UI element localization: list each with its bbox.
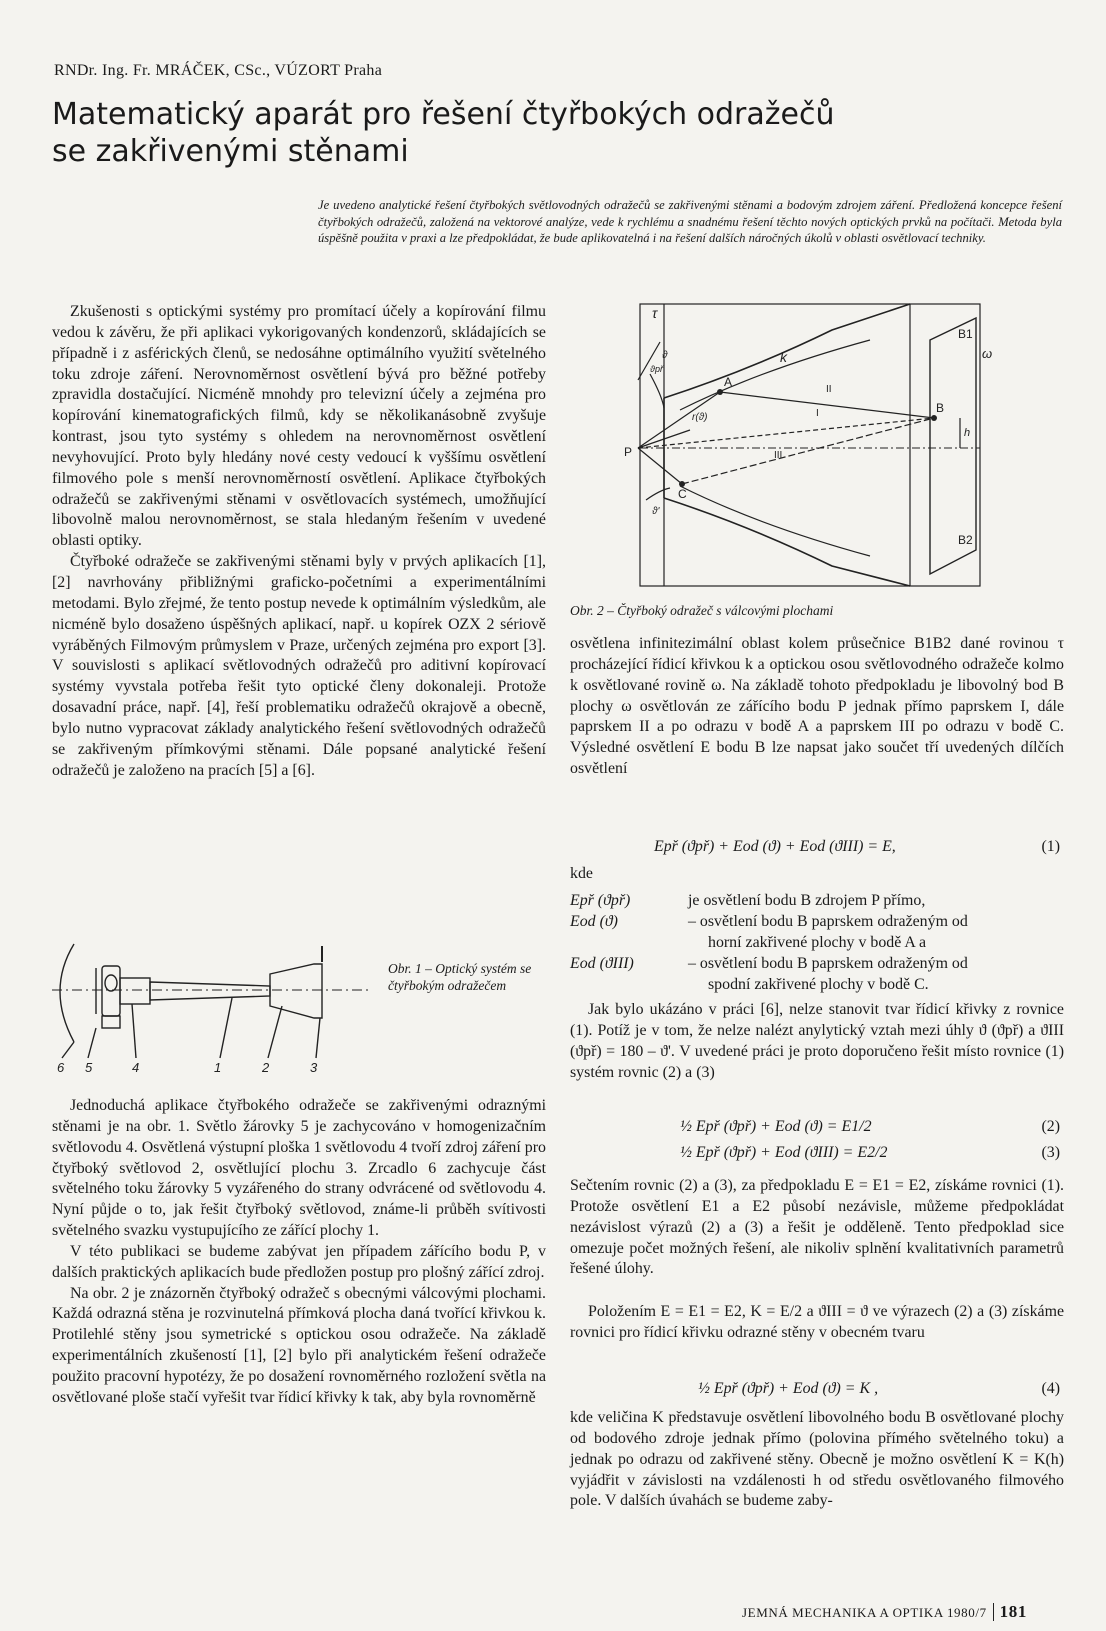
left-paragraph-3: Jednoduchá aplikace čtyřbokého odražeče se zakřivenými odraznými stěnami je na obr. 1. Světlo žárovky 5 je zachycováno v homogenizačním světlovodu 4. Osvětlená výstupní ploška 1 světlovodu 4 tvoří zdroj záření pro čtyřboký světlovod 2, osvětlující plochu 3. Zrcadlo 6 zachycuje část světelného toku žárovky 5 vyzářeného do strany odvrácené od světlovodu 4. Nyní půjde o to, jak řešit čtyřboký světlovod, známe-li průběh svítivosti světelného svazku vystupujícího ze zářící plochy 1. [52,1097,546,1240]
fig1-label-2: 2 [262,1060,270,1075]
journal-name: JEMNÁ MECHANIKA A OPTIKA 1980/7 [742,1605,987,1620]
equation-4-number: (4) [1041,1380,1060,1397]
fig2-label-theta-pr: ϑpř [650,364,663,374]
fig1-label-1: 1 [214,1060,222,1075]
definition-desc: horní zakřivené plochy v bodě A a [708,934,926,951]
definition-row [570,974,1064,995]
fig2-label-tau: τ [652,305,658,321]
fig2-label-r-theta: r(ϑ) [692,412,708,423]
fig1-label-6: 6 [57,1060,65,1075]
left-paragraph-2: Čtyřboké odražeče se zakřivenými stěnami byly v prvých aplikacích [1], [2] navrhovány přibližnými graficko-početními a experimentálními metodami. Bylo zřejmé, že tento postup nevede k optimálním výsledkům, ale nicméně bylo dosaženo úspěšných aplikací, např. u kopírek OZX 2 sériově vyráběných Filmovým průmyslem v Praze, určených zejména pro export [3]. V souvislosti s aplikací světlovodných odražečů pro aditivní kopírovací systémy vyvstala potřeba řešit tyto optické členy dokonaleji. Protože dosavadní práce, např. [4], řeší problematiku odražečů okrajově a obecně, bylo nutno vypracovat základy analytického řešení světlovodných odražečů se zakřiveným přímkovými stěnami. Dále popsané analytické řešení odražečů je založeno na pracích [5] a [6]. [52,553,546,779]
equation-3-number: (3) [1041,1144,1060,1161]
figure-1-optical-system [52,938,382,1090]
author-line: RNDr. Ing. Fr. MRÁČEK, CSc., VÚZORT Praha [54,62,383,79]
definition-term: Eod (ϑIII) [570,955,634,972]
figure-1-caption: Obr. 1 – Optický systém se čtyřbokým odražečem [388,961,532,993]
definition-row [570,890,1064,911]
abstract: Je uvedeno analytické řešení čtyřbokých světlovodných odražečů se zakřivenými stěnami a bodovým zdrojem záření. Předložená koncepce řešení čtyřbokých odražečů, založená na vektorové analýze, vede k rychlému a snadnému řešení těchto nových optických prvků na počítači. Metoda byla úspěšně použita v praxi a lze předpokládat, že bude aplikovatelná i na řešení dalších náročných úkolů v oblasti osvětlovací techniky. [318,198,1062,246]
fig2-label-omega: ω [982,346,993,361]
fig2-label-P: P [624,445,633,459]
equation-4 [570,1378,1064,1400]
equation-4-expression: ½ Epř (ϑpř) + Eod (ϑ) = K , [698,1380,879,1397]
definition-term: Eod (ϑ) [570,913,618,930]
definition-desc: spodní zakřivené plochy v bodě C. [708,976,929,993]
equation-1-expression: Epř (ϑpř) + Eod (ϑ) + Eod (ϑIII) = E, [654,838,896,855]
fig2-label-theta-prime: ϑ' [652,506,660,517]
fig1-label-3: 3 [310,1060,318,1075]
definition-desc: – osvětlení bodu B paprskem odraženým od [688,913,968,930]
article-title [52,96,1052,170]
fig1-label-4: 4 [132,1060,140,1075]
fig2-label-A: A [724,375,733,389]
definition-desc: je osvětlení bodu B zdrojem P přímo, [688,892,926,909]
fig2-label-B: B [936,401,945,415]
equation-2 [570,1116,1064,1138]
equation-3-expression: ½ Epř (ϑpř) + Eod (ϑIII) = E2/2 [680,1144,888,1161]
right-paragraph-1: osvětlena infinitezimální oblast kolem průsečnice B1B2 dané rovinou τ procházející řídicí křivkou k a optickou osou světlovodného odražeče kolmo k osvětlované rovině ω. Na základě tohoto předpokladu je libovolný bod B plochy ω osvětlován ze zářícího bodu P jednak přímo paprskem I, dále paprskem II a po odrazu v bodě A a paprskem III po odrazu v bodě C. Výsledné osvětlení E bodu B lze napsat jako součet tří uvedených dílčích osvětlení [570,635,1064,778]
definitions-list [570,890,1064,995]
kde-label: kde [570,865,593,882]
fig2-label-C: C [678,487,687,501]
right-paragraph-5: kde veličina K představuje osvětlení libovolného bodu B osvětlované plochy od bodového zdroje jednak přímo (polovina přímého světelného toku) a jednak po odrazu od zakřivené stěny. Obecně je možno osvětlení K = K(h) vyjádřit v závislosti na vzdálenosti h od středu osvětlovaného filmového pole. V dalších úvahách se budeme zaby- [570,1409,1064,1510]
equation-1-number: (1) [1041,838,1060,855]
fig2-label-ray-I: I [816,408,819,419]
equation-2-number: (2) [1041,1118,1060,1135]
fig2-label-h: h [964,427,971,439]
definition-row [570,953,1064,974]
fig2-label-B1: B1 [958,327,973,341]
page-number: 181 [999,1602,1027,1621]
left-column-top [52,302,546,781]
figure-2-reflector-diagram [620,300,993,592]
fig2-label-theta: ϑ [662,350,668,361]
page-footer [742,1602,1062,1622]
equation-1 [570,836,1064,858]
fig2-label-ray-III: III [774,450,783,461]
fig2-label-B2: B2 [958,533,973,547]
definition-term: Epř (ϑpř) [570,892,631,909]
definition-row [570,911,1064,932]
figure-2-caption: Obr. 2 – Čtyřboký odražeč s válcovými plochami [570,603,834,618]
title-line-2: se zakřivenými stěnami [52,134,409,169]
left-paragraph-4: V této publikaci se budeme zabývat jen případem zářícího bodu P, v dalších praktických aplikacích bude předložen postup pro plošný zářící zdroj. [52,1242,546,1281]
fig1-label-5: 5 [85,1060,93,1075]
title-line-1: Matematický aparát pro řešení čtyřbokých odražečů [52,97,835,132]
fig2-label-ray-II: II [826,384,832,395]
definition-desc: – osvětlení bodu B paprskem odraženým od [688,955,968,972]
left-paragraph-1: Zkušenosti s optickými systémy pro promítací účely a kopírování filmu vedou k závěru, že při aplikaci vykorigovaných kondenzorů, skládajících se případně i z asférických členů, se nedosáhne optimálního využití světelného toku zdroje záření. Nerovnoměrnost osvětlení bývá pro běžné potřeby zpravidla dostačující. Nicméně mnohdy pro televizní účely a zejména pro kopírování kinematografických filmů, kdy se několikanásobně zvyšuje kontrast, jsou tyto systémy s ohledem na nerovnoměrnost osvětlení nevyhovující. Proto byly hledány nové cesty vedoucí k vyššímu osvětlení filmového pole s menší nerovnoměrností osvětlení. Aplikace čtyřbokých odražečů se zakřivenými stěnami v osvětlovacích systémech, umožňující libovolně malou nerovnoměrnost, se stala hledaným řešením v uvedené oblasti optiky. [52,303,546,550]
right-paragraph-3: Sečtením rovnic (2) a (3), za předpokladu E = E1 = E2, získáme rovnici (1). Protože osvětlení E1 a E2 působí nezávisle, můžeme předpokládat nezávislost výrazů (2) a (3) a řešit je odděleně. Tento předpoklad sice omezuje počet možných řešení, ale nikoliv splnění kvalitativních parametrů řešené úlohy. [570,1177,1064,1278]
right-paragraph-4: Položením E = E1 = E2, K = E/2 a ϑIII = ϑ ve výrazech (2) a (3) získáme rovnici pro řídicí křivku odrazné stěny v obecném tvaru [570,1303,1064,1341]
footer-separator [993,1603,994,1621]
left-paragraph-5: Na obr. 2 je znázorněn čtyřboký odražeč s obecnými válcovými plochami. Každá odrazná stěna je rozvinutelná přímková plocha daná tvořící křivkou k. Protilehlé stěny jsou symetrické s optickou osou odražeče. Na základě experimentálních zkušeností [1], [2] bylo při analytickém řešení odražeče použito pracovní hypotézy, že po dosažení rovnoměrného rozložení světla na osvětlované ploše stačí vyřešit tvar řídicí křivky k tak, aby byla rovnoměrně [52,1284,546,1406]
right-paragraph-2: Jak bylo ukázáno v práci [6], nelze stanovit tvar řídicí křivky z rovnice (1). Potíž je v tom, že nelze nalézt anylytický vztah mezi úhly ϑ (ϑpř) a ϑIII (ϑpř) = 180 – ϑ'. V uvedené práci je proto doporučeno řešit místo rovnice (1) systém rovnic (2) a (3) [570,1001,1064,1081]
equation-2-expression: ½ Epř (ϑpř) + Eod (ϑ) = E1/2 [680,1118,872,1135]
equation-3 [570,1142,1064,1164]
left-column-bottom [52,1096,546,1409]
fig2-label-k: k [780,349,787,365]
definition-row [570,932,1064,953]
